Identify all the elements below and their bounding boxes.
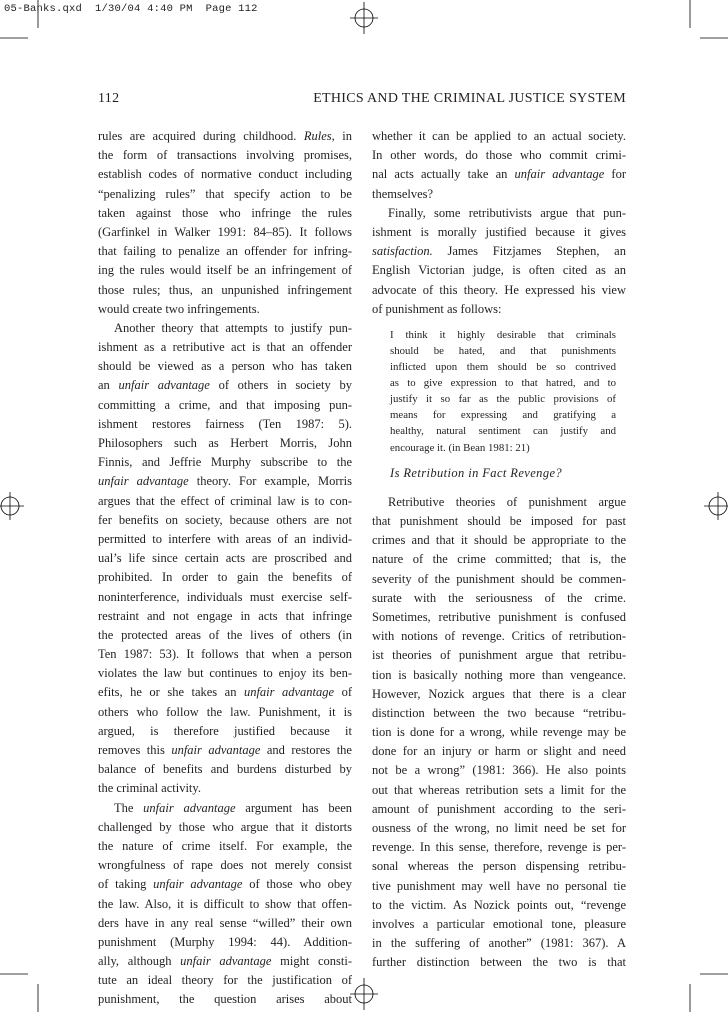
text-line: Sometimes, retributive punishment is confused	[372, 609, 626, 624]
text-line: crimes and that it should be appropriate to the	[372, 533, 626, 548]
text-line: argues that the effect of criminal law is to con-	[98, 493, 352, 508]
text-line: would create two infringements.	[98, 301, 260, 316]
text-line: healthy, natural sentiment can justify and	[390, 425, 616, 438]
text-line: in the suffering of another” (1981: 367). A	[372, 936, 626, 951]
text-line: the nature of crime itself. For example, the	[98, 838, 352, 853]
text-line: prohibited. In order to gain the benefits of	[98, 570, 352, 585]
text-line: taken against those who infringe the rules	[98, 205, 352, 220]
text-line: ual’s life since certain acts are proscribed and	[98, 551, 352, 566]
right-column-bottom-text	[372, 493, 626, 973]
text-line: removes this unfair advantage and restores the	[98, 743, 352, 757]
text-line: ishment as a retributive act is that an offender	[98, 340, 352, 355]
text-line: should be hated, and that punishments	[390, 344, 616, 357]
text-line: encourage it. (in Bean 1981: 21)	[390, 441, 530, 454]
slug-time: 4:40 PM	[147, 3, 193, 15]
text-line: surate with the seriousness of the crime.	[372, 590, 626, 605]
text-line: I think it highly desirable that criminals	[390, 328, 616, 341]
section-subheading: Is Retribution in Fact Revenge?	[390, 465, 563, 480]
left-text-column	[98, 127, 352, 1010]
text-line: (Garfinkel in Walker 1991: 84–85). It follows	[98, 224, 352, 239]
text-line: challenged by those who argue that it distorts	[98, 819, 352, 834]
text-line: violates the law but continues to enjoy its ben-	[98, 666, 352, 681]
text-line: permitted to interfere with areas of an individ-	[98, 531, 352, 546]
text-line: ishment is morally justified because it gives	[372, 224, 626, 239]
running-title: ETHICS AND THE CRIMINAL JUSTICE SYSTEM	[313, 91, 626, 106]
text-line: of punishment as follows:	[372, 301, 502, 316]
slug-page: Page 112	[205, 3, 258, 15]
text-line: those rules; thus, an unpunished infringement	[98, 282, 352, 297]
text-line: involves a particular emotional tone, pleasure	[372, 916, 626, 931]
text-line: justify it so far as the public provisions of	[390, 393, 616, 406]
text-line: In other words, do those who commit crimi-	[372, 148, 626, 163]
text-line: “penalizing rules” that specify action to be	[98, 186, 352, 201]
text-line: fer benefits on society, because others are not	[98, 512, 352, 527]
text-line: Ten 1987: 53). It follows that when a person	[98, 647, 352, 662]
text-line: further distinction between the two is that	[372, 955, 626, 970]
text-line: the protected areas of the lives of others (in	[98, 627, 352, 642]
text-line: Finally, some retributivists argue that pun-	[388, 205, 626, 220]
text-line: themselves?	[372, 186, 434, 201]
text-line: whether it can be applied to an actual society.	[372, 129, 626, 143]
text-line: done for an injury or harm or slight and need	[372, 744, 626, 759]
slug-filename: 05-Banks.qxd	[4, 3, 83, 15]
block-quote	[372, 327, 626, 456]
registration-target-right	[704, 492, 728, 520]
text-line: out that whereas retribution sets a limit for the	[372, 782, 626, 797]
text-line: Retributive theories of punishment argue	[388, 494, 626, 509]
text-line: committing a crime, and that imposing pun-	[98, 397, 352, 412]
text-line: satisfaction. James Fitzjames Stephen, an	[372, 244, 626, 259]
text-line: ousness of the wrong, no limit need be set for	[372, 821, 626, 835]
text-line: ders have in any real sense “willed” their own	[98, 915, 352, 930]
text-line: advocate of this theory. He expressed his view	[372, 282, 626, 297]
text-line: restraint and not engage in acts that infringe	[98, 608, 352, 623]
registration-target-bottom	[350, 978, 378, 1010]
text-line: others who follow the law. Punishment, it is	[98, 704, 352, 719]
text-line: means for expressing and gratifying a	[390, 409, 616, 422]
text-line: should be viewed as a person who has taken	[98, 359, 352, 374]
text-line: Philosophers such as Herbert Morris, John	[98, 436, 352, 450]
text-line: as to give expression to that hatred, and to	[390, 377, 616, 390]
text-line: tive punishment may well have no personal tie	[372, 878, 626, 893]
text-line: severity of the punishment should be commen-	[372, 571, 626, 586]
text-line: ing the rules would itself be an infringement of	[98, 263, 352, 278]
text-line: noninterference, individuals must exercise self-	[98, 589, 352, 604]
text-line: efits, he or she takes an unfair advantage of	[98, 685, 352, 700]
text-line: punishment, the question arises about	[98, 992, 352, 1007]
right-text-column	[372, 127, 626, 973]
text-line: tion is basically nothing more than vengeance.	[372, 667, 626, 682]
text-line: punishment (Murphy 1994: 44). Addition-	[98, 934, 352, 949]
text-line: not be a wrong” (1981: 366). He also points	[372, 763, 626, 778]
text-line: English Victorian judge, is often cited as an	[372, 263, 626, 278]
text-line: However, Nozick argues that there is a clear	[372, 686, 626, 701]
text-line: distinction between the two because “retribu-	[372, 705, 626, 720]
text-line: ishment restores fairness (Ten 1987: 5).	[98, 416, 352, 431]
text-line: tion is done for a wrong, while revenge may be	[372, 725, 626, 740]
text-line: rules are acquired during childhood. Rules, in	[98, 129, 352, 143]
text-line: inflicted upon them should be so contrived	[390, 361, 616, 374]
text-line: Finnis, and Jeffrie Murphy subscribe to the	[98, 455, 352, 470]
text-line: the criminal activity.	[98, 781, 201, 796]
text-line: wrongfulness of rape does not merely consist	[98, 858, 352, 873]
text-line: argued, is therefore justified because it	[98, 723, 352, 738]
text-line: tute an ideal theory for the justification of	[98, 973, 352, 988]
text-line: ist theories of punishment argue that retribu-	[372, 648, 626, 663]
running-head	[98, 91, 626, 109]
text-line: establish codes of normative conduct including	[98, 167, 352, 182]
right-column-top-text	[372, 127, 626, 319]
text-line: nature of the crime committed; that is, the	[372, 552, 626, 567]
text-line: Another theory that attempts to justify pun-	[114, 320, 352, 335]
text-line: that failing to penalize an offender for infring-	[98, 244, 352, 259]
text-line: an unfair advantage of others in society by	[98, 378, 352, 393]
text-line: ally, although unfair advantage might consti-	[98, 954, 352, 969]
text-line: of taking unfair advantage of those who obey	[98, 877, 352, 892]
registration-target-left	[0, 492, 24, 520]
text-line: balance of benefits and burdens disturbed by	[98, 762, 352, 777]
page-number: 112	[98, 91, 120, 106]
text-line: the form of transactions involving promises,	[98, 148, 352, 163]
text-line: to the victim. As Nozick points out, “revenge	[372, 897, 626, 912]
slug-date: 1/30/04	[95, 3, 141, 15]
text-line: amount of punishment according to the seri-	[372, 801, 626, 816]
text-line: sonal whereas the person dispensing retribu-	[372, 859, 626, 874]
text-line: The unfair advantage argument has been	[114, 800, 352, 815]
text-line: nal acts actually take an unfair advantage for	[372, 167, 626, 182]
text-line: unfair advantage theory. For example, Morris	[98, 474, 352, 489]
text-line: the law. Also, it is difficult to show that offen-	[98, 896, 352, 911]
text-line: that punishment should be imposed for past	[372, 514, 626, 528]
registration-target-top	[350, 2, 378, 34]
text-line: revenge. In this sense, therefore, revenge is per-	[372, 840, 626, 855]
text-line: with notions of revenge. Critics of retribution-	[372, 629, 626, 644]
